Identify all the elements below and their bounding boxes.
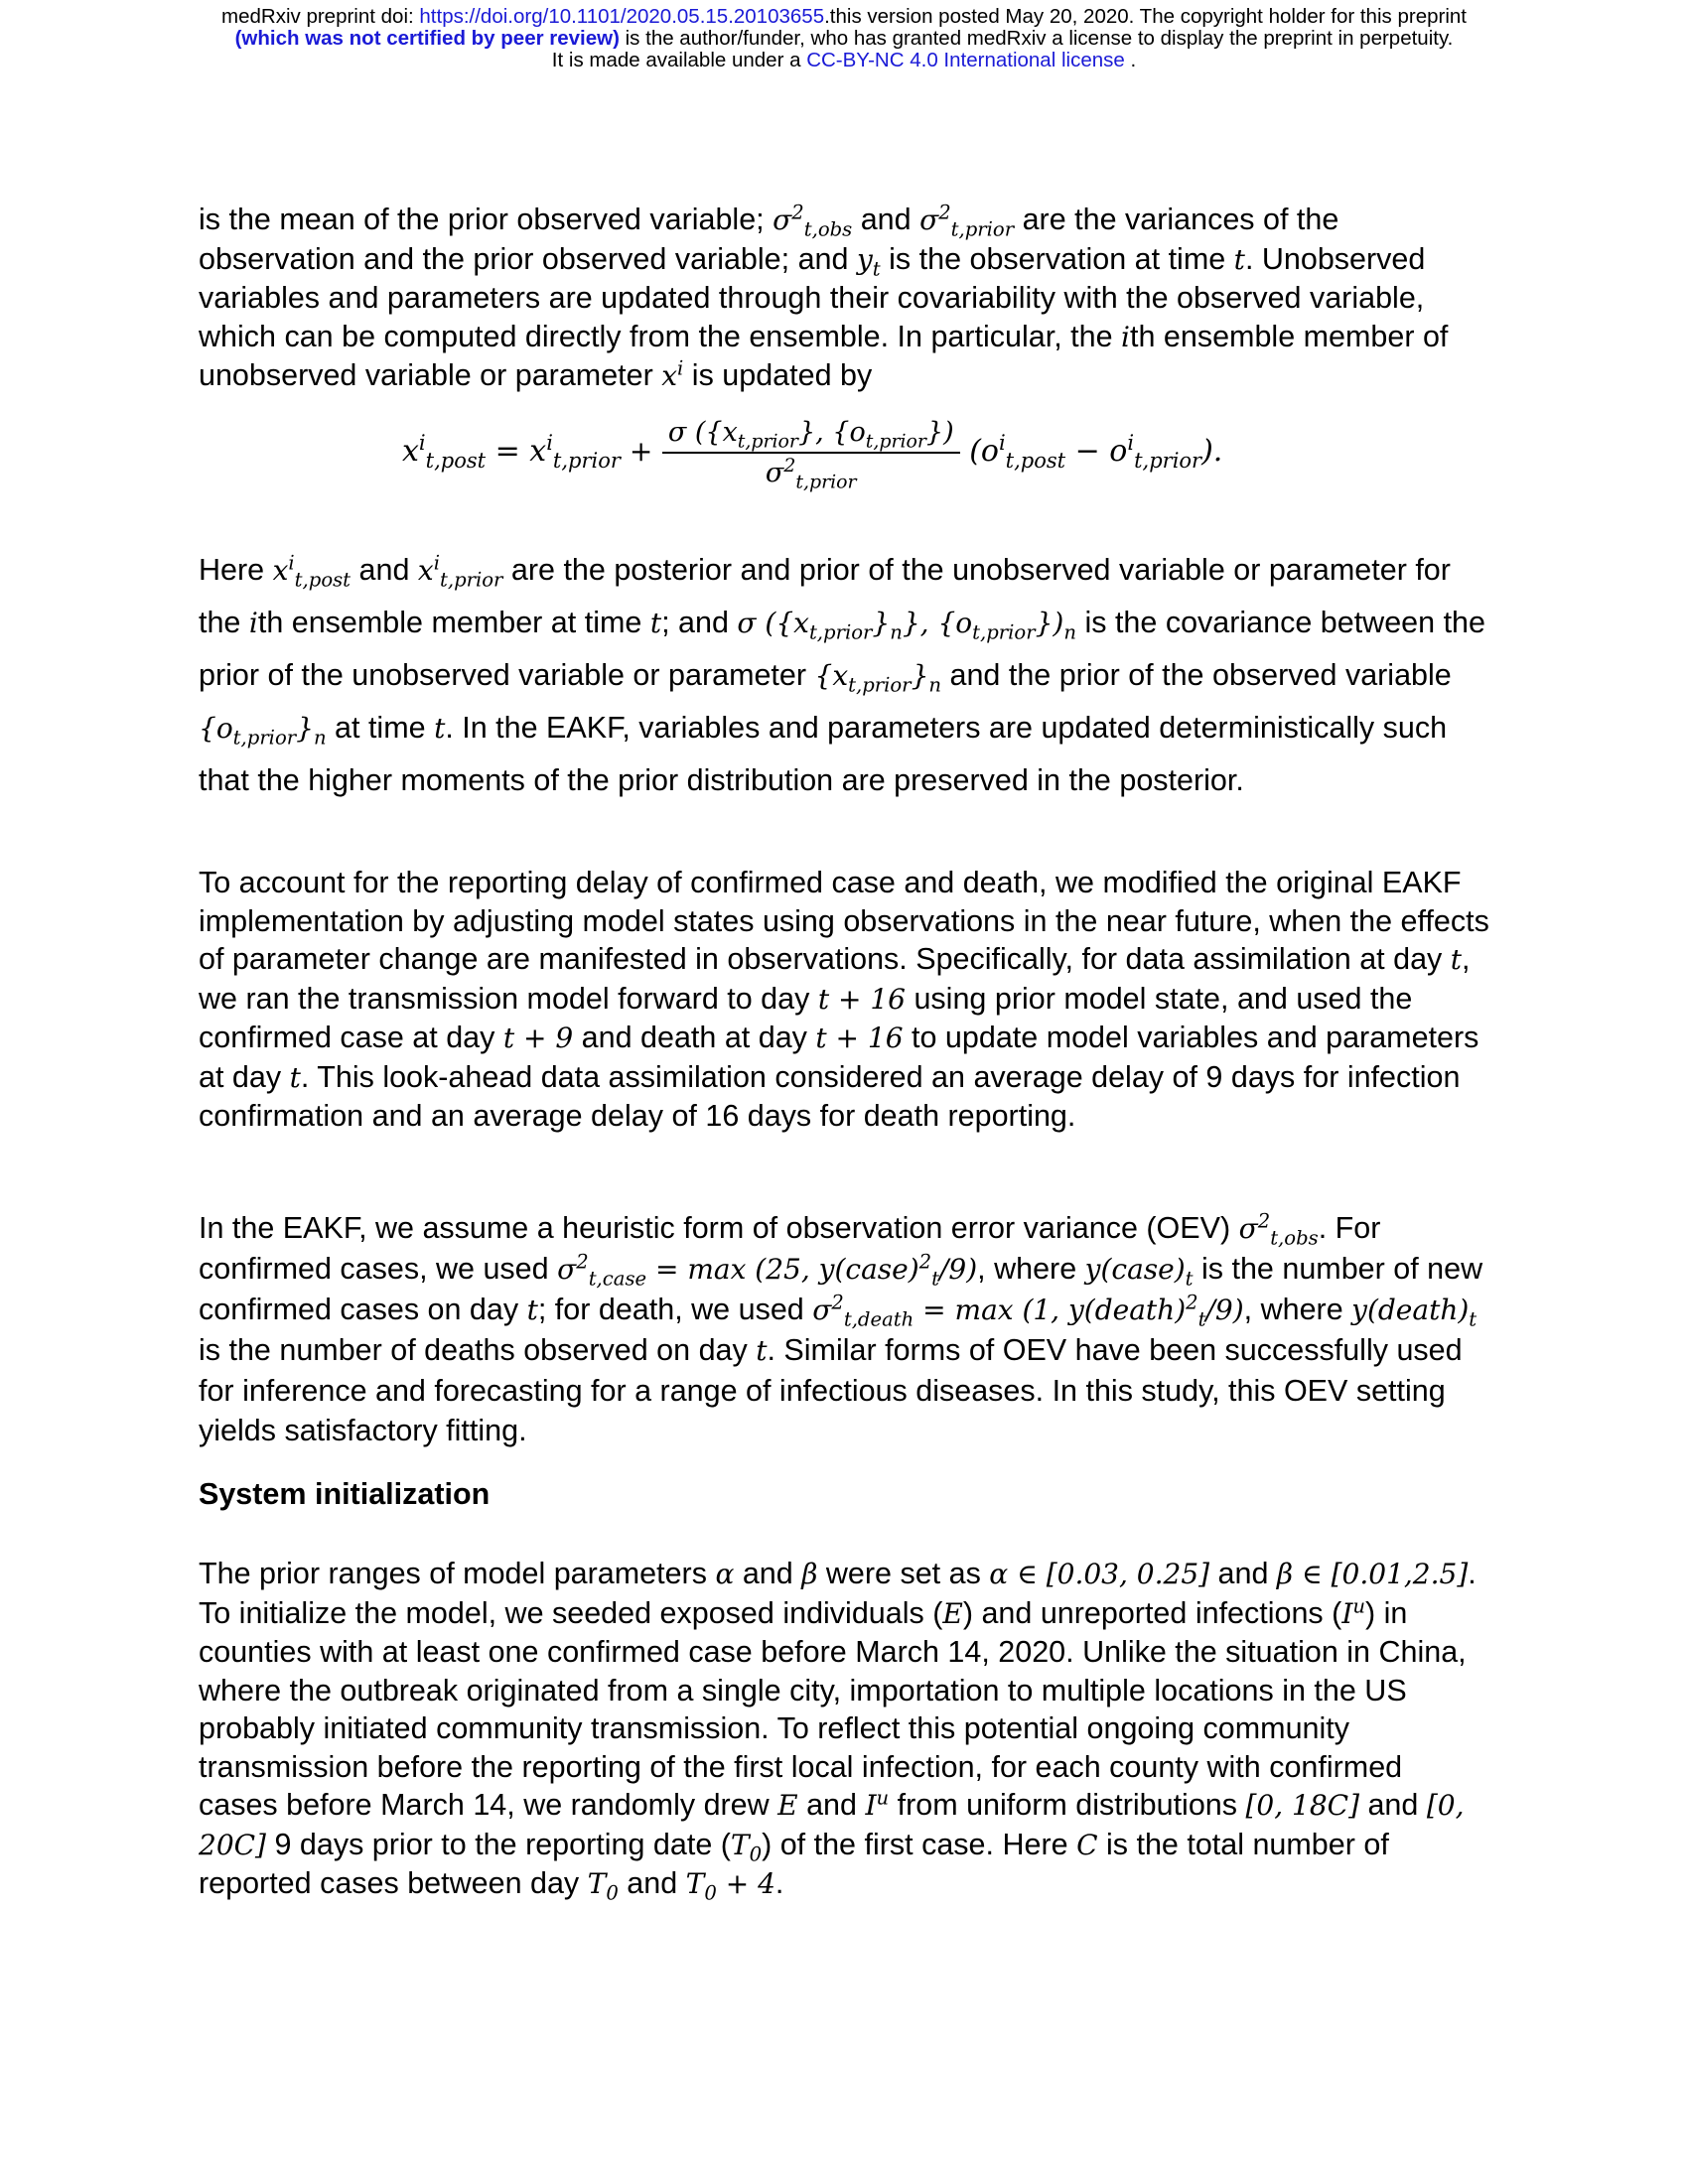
sub: t,prior [950, 217, 1015, 241]
header-suffix: .this version posted May 20, 2020. The copyright holder for this preprint [824, 5, 1467, 28]
text: and [852, 203, 920, 236]
paragraph-4 [199, 1208, 1489, 1450]
header-line-1 [0, 6, 1688, 28]
y-death [1351, 1294, 1477, 1331]
update-equation [402, 417, 1223, 493]
paragraph-4-text [199, 1208, 1489, 1450]
i-var: i [1121, 320, 1130, 353]
text: and [734, 1557, 802, 1590]
sub: t [1469, 1307, 1477, 1331]
sym: + 4 [716, 1867, 775, 1900]
range-e: [0, 18C] [1245, 1789, 1359, 1822]
paragraph-2 [199, 544, 1489, 806]
sym: {x [814, 659, 849, 692]
sub: t,prior [439, 568, 503, 592]
text: at time [326, 711, 435, 745]
sub: t,death [843, 1307, 914, 1331]
sub: t,prior [737, 430, 798, 453]
sym: }) [1035, 607, 1064, 639]
e-var: E [942, 1596, 963, 1630]
sup: u [876, 1786, 890, 1810]
sup: i [288, 551, 295, 575]
text: and [351, 553, 418, 587]
peer-review-note: (which was not certified by peer review) [234, 27, 620, 50]
eq-rhs-x [486, 431, 621, 473]
text: is the covariance between the prior of the unobserved variable or parameter [199, 606, 1485, 692]
beta-range: β ∈ [0.01,2.5] [1276, 1558, 1469, 1590]
license-suffix: . [1124, 49, 1137, 71]
i-var: i [248, 607, 258, 639]
sub: n [928, 673, 942, 697]
t0-var [587, 1867, 619, 1905]
text: In the EAKF, we assume a heuristic form of observation error variance (OEV) [199, 1211, 1239, 1245]
sym: − o [1065, 434, 1128, 469]
text: using prior model state, and used the confirmed case at day [199, 981, 1413, 1054]
t-var: t [1233, 242, 1245, 276]
sub: t,prior [848, 673, 912, 697]
eq-denominator [662, 454, 960, 493]
text: . For confirmed cases, we used [199, 1211, 1381, 1286]
sup: 2 [831, 1291, 844, 1314]
set-x-prior [814, 659, 942, 697]
sym: = x [486, 434, 547, 469]
set-o-prior [199, 712, 327, 750]
text: is the number of deaths observed on day [199, 1333, 757, 1367]
sub: t,prior [232, 726, 297, 750]
t-var: t [434, 712, 446, 745]
text: The prior ranges of model parameters [199, 1557, 716, 1590]
eq-lhs [402, 431, 487, 473]
sym: I [1341, 1596, 1353, 1630]
sub: t,prior [808, 620, 873, 644]
text: th ensemble member of unobserved variable or parameter [199, 319, 1449, 392]
paragraph-1-text [199, 201, 1489, 396]
sup: 2 [791, 201, 804, 224]
text: . In the EAKF, variables and parameters are updated deterministically such that the higher moments of the prior distribution are preserved in the posterior. [199, 711, 1448, 797]
eq-numerator [662, 417, 960, 454]
sub: n [1063, 620, 1076, 644]
sub: t,case [588, 1267, 647, 1291]
sym: σ [557, 1253, 577, 1286]
sup: i [998, 431, 1006, 455]
sym: T [587, 1867, 607, 1900]
sub: t [1197, 1307, 1206, 1331]
sym: /9) [938, 1253, 978, 1286]
text: . Similar forms of OEV have been successfully used for inference and forecasting for a range of infectious diseases. In this study, this OEV setting yields satisfactory fitting. [199, 1333, 1463, 1447]
text: is the observation at time [880, 241, 1234, 276]
sigma-obs [1238, 1209, 1319, 1250]
beta-var: β [801, 1558, 818, 1590]
header-line-3 [0, 50, 1688, 71]
sym: σ [812, 1294, 832, 1326]
paragraph-5 [199, 1555, 1489, 1904]
sub: t,prior [552, 449, 621, 473]
sym: σ ({x [667, 417, 738, 448]
header-line-2 [0, 28, 1688, 50]
sub: 0 [606, 1881, 619, 1905]
text: is the total number of reported cases between day [199, 1827, 1389, 1900]
text: is updated by [683, 358, 873, 392]
sigma-obs [773, 201, 853, 241]
text: , where [977, 1252, 1085, 1286]
sym: }, {o [797, 417, 866, 448]
sym: T [730, 1828, 750, 1861]
text: ; and [661, 606, 738, 639]
license-note: is the author/funder, who has granted medRxiv a license to display the preprint in perpetuity. [619, 27, 1454, 50]
text: , we ran the transmission model forward to day [199, 942, 1471, 1016]
eq-plus: + [620, 435, 653, 468]
sub: t [872, 257, 881, 281]
sup: 2 [1186, 1291, 1198, 1314]
e-var: E [777, 1789, 798, 1822]
oev-death [812, 1291, 1244, 1331]
paragraph-2-text [199, 544, 1489, 806]
t-var: t [526, 1294, 538, 1326]
text: is the number of new confirmed cases on day [199, 1252, 1483, 1326]
sub: n [313, 726, 327, 750]
x-prior [417, 551, 503, 592]
text: and [618, 1866, 686, 1900]
sym: /9) [1205, 1294, 1244, 1326]
sub: t,post [294, 568, 352, 592]
sym: (o [969, 434, 999, 469]
t-plus-16: t + 16 [817, 982, 906, 1016]
text: and [1209, 1557, 1277, 1590]
x-i [661, 356, 684, 392]
text: and [797, 1788, 866, 1822]
sub: t,prior [795, 471, 857, 493]
sym: {o [199, 712, 233, 745]
text: are the posterior and prior of the unobserved variable or parameter for the [199, 553, 1451, 639]
sub: 0 [704, 1881, 717, 1905]
t-var: t [649, 607, 662, 639]
text: and death at day [573, 1021, 816, 1054]
sub: t,post [1005, 449, 1066, 473]
sub: t,obs [1270, 1226, 1319, 1250]
t0-plus-4 [685, 1867, 775, 1905]
sym: I [865, 1789, 877, 1822]
sub: t,prior [1134, 449, 1202, 473]
sup: 2 [938, 201, 951, 224]
t-var: t [1450, 943, 1463, 976]
sym: y [856, 242, 873, 276]
text: . Unobserved variables and parameters are updated through their covariability with the observed variable, which can be computed directly from the ensemble. In particular, the [199, 241, 1426, 353]
sym: T [685, 1867, 705, 1900]
sym: x [402, 434, 419, 469]
c-var: C [1076, 1828, 1098, 1861]
text: were set as [817, 1557, 990, 1590]
license-link[interactable]: CC-BY-NC 4.0 International license [806, 49, 1125, 71]
sup: 2 [918, 1250, 932, 1274]
alpha-var: α [715, 1558, 735, 1590]
range-i: [0, 20C] [199, 1789, 1465, 1861]
t-var: t [756, 1334, 768, 1367]
covariance-expr [737, 607, 1076, 644]
sup: i [546, 431, 553, 455]
sym: x [272, 554, 289, 587]
sub: n [890, 620, 903, 644]
text: ) and unreported infections ( [962, 1595, 1342, 1630]
paragraph-5-text [199, 1555, 1489, 1904]
y-case [1084, 1253, 1194, 1291]
preprint-header [0, 6, 1688, 71]
sub: t,obs [803, 217, 853, 241]
sup: i [433, 551, 440, 575]
sup: i [418, 431, 426, 455]
sup: i [1127, 431, 1135, 455]
text: ) of the first case. Here [762, 1827, 1077, 1861]
text: are the variances of the observation and the prior observed variable; and [199, 203, 1339, 276]
y-t [856, 242, 881, 281]
sym: σ [1238, 1212, 1258, 1245]
license-prefix: It is made available under a [551, 49, 807, 71]
sup: i [677, 356, 684, 380]
sup: u [1352, 1594, 1366, 1618]
sym: } [296, 712, 314, 745]
text: . This look-ahead data assimilation considered an average delay of 9 days for infection confirmation and an average delay of 16 days for death reporting. [199, 1059, 1461, 1133]
sym: y(case) [1084, 1253, 1186, 1286]
sup: 2 [783, 455, 796, 477]
text: . [774, 1866, 784, 1900]
sym: } [872, 607, 891, 639]
sym: ). [1201, 434, 1223, 469]
sub: 0 [749, 1843, 763, 1866]
sub: t,prior [865, 430, 926, 453]
t0-var [730, 1828, 763, 1866]
sym: x [417, 554, 434, 587]
doi-link[interactable]: https://doi.org/10.1101/2020.05.15.20103655 [419, 5, 825, 28]
text: . To initialize the model, we seeded exposed individuals ( [199, 1557, 1477, 1630]
x-post [272, 551, 352, 592]
sub: t,post [425, 449, 487, 473]
text: To account for the reporting delay of confirmed case and death, we modified the original EAKF implementation by adjusting model states using observations in the near future, when the effects of parameter change are manifested in observations. Specifically, for data assimilation at day [199, 866, 1489, 976]
text: and [1359, 1788, 1427, 1822]
sigma-prior [919, 201, 1015, 241]
text: and the prior of the observed variable [941, 658, 1452, 692]
t-plus-9: t + 9 [502, 1022, 574, 1054]
paragraph-3 [199, 864, 1489, 1136]
sym: x [661, 359, 678, 392]
sym: } [911, 659, 929, 692]
text: ) in counties with at least one confirmed case before March 14, 2020. Unlike the situation in China, where the outbreak originated from a single city, importation to multiple locations in the US probably initiated community transmission. To reflect this potential ongoing community transmission before the reporting of the first local infection, for each county with confirmed cases before March 14, we randomly drew [199, 1595, 1467, 1822]
eq-fraction [662, 417, 960, 493]
text: Here [199, 553, 273, 587]
text: from uniform distributions [889, 1788, 1246, 1822]
paragraph-1 [199, 201, 1489, 396]
sym: = max (1, y(death) [914, 1294, 1187, 1326]
sym: }) [925, 417, 954, 448]
sub: t [931, 1267, 939, 1291]
sym: σ [765, 458, 784, 488]
text: ; for death, we used [537, 1293, 813, 1326]
text: is the mean of the prior observed variable; [199, 203, 774, 236]
alpha-range: α ∈ [0.03, 0.25] [989, 1558, 1210, 1590]
eq-tail [969, 431, 1223, 473]
sup: 2 [1257, 1209, 1271, 1233]
t-var: t [289, 1060, 301, 1094]
sym: σ ({x [737, 607, 809, 639]
oev-case [557, 1250, 978, 1291]
sym: = max (25, y(case) [646, 1253, 919, 1286]
text: th ensemble member at time [257, 606, 650, 639]
section-title: System initialization [199, 1477, 491, 1511]
text: to update model variables and parameters at day [199, 1021, 1479, 1094]
sup: 2 [576, 1250, 589, 1274]
paragraph-3-text [199, 864, 1489, 1136]
sym: y(death) [1351, 1294, 1470, 1326]
sub: t,prior [972, 620, 1036, 644]
sym: σ [773, 204, 792, 236]
sym: }, {o [902, 607, 973, 639]
text: 9 days prior to the reporting date ( [265, 1827, 731, 1861]
text: , where [1243, 1293, 1352, 1326]
sym: σ [919, 204, 939, 236]
t-plus-16: t + 16 [815, 1022, 904, 1054]
iu-var [1341, 1594, 1366, 1630]
header-prefix: medRxiv preprint doi: [221, 5, 420, 28]
sub: t [1185, 1267, 1194, 1291]
iu-var [865, 1786, 890, 1822]
